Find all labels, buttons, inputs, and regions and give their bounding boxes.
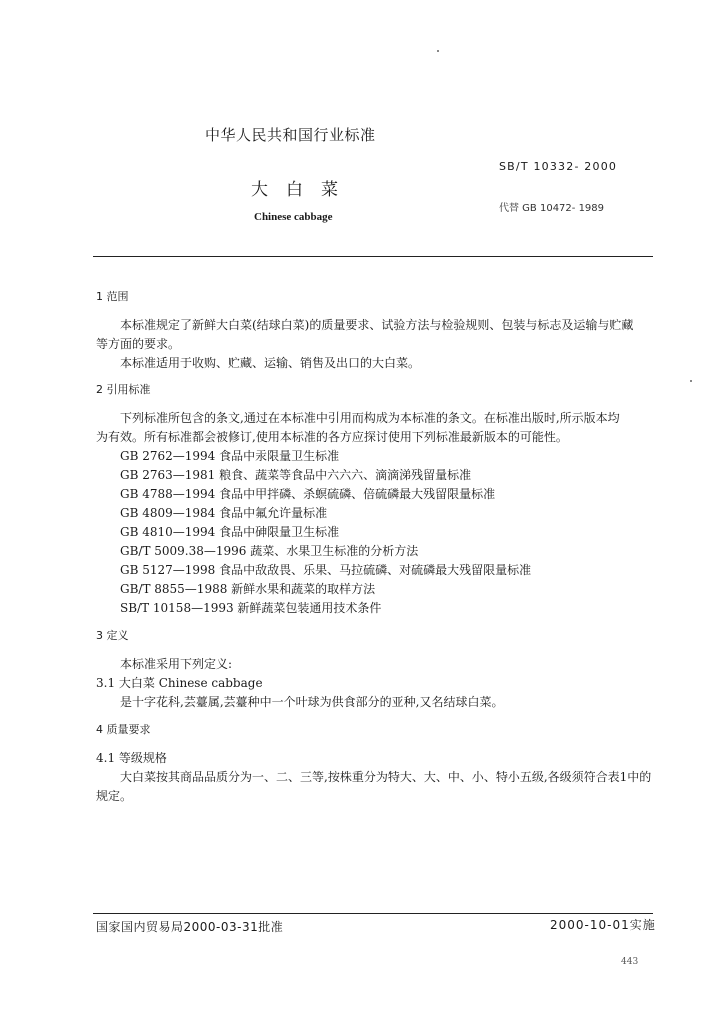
body-line: GB 2763—1981 粮食、蔬菜等食品中六六六、滴滴涕残留量标准 bbox=[120, 468, 472, 482]
body-line: 规定。 bbox=[96, 789, 133, 803]
body-line: GB/T 8855—1988 新鲜水果和蔬菜的取样方法 bbox=[120, 582, 376, 596]
effective-date: 2000-10-01实施 bbox=[550, 918, 656, 932]
body-line: GB 4810—1994 食品中砷限量卫生标准 bbox=[120, 525, 340, 539]
document-title: 大白菜 bbox=[251, 180, 356, 200]
body-line: 4.1 等级规格 bbox=[96, 751, 167, 765]
scan-speck bbox=[690, 380, 692, 382]
section-heading: 3 定义 bbox=[96, 629, 129, 642]
standard-code: SB/T 10332- 2000 bbox=[499, 160, 618, 173]
body-line: GB 2762—1994 食品中汞限量卫生标准 bbox=[120, 449, 340, 463]
scan-speck bbox=[437, 50, 439, 52]
section-heading: 4 质量要求 bbox=[96, 723, 151, 736]
body-line: GB/T 5009.38—1996 蔬菜、水果卫生标准的分析方法 bbox=[120, 544, 419, 558]
body-line: 为有效。所有标准都会被修订,使用本标准的各方应探讨使用下列标准最新版本的可能性。 bbox=[96, 430, 568, 444]
footer-divider bbox=[93, 913, 653, 914]
document-title-english: Chinese cabbage bbox=[254, 211, 333, 223]
body-line: 等方面的要求。 bbox=[96, 337, 181, 351]
replaces-standard: 代替 GB 10472- 1989 bbox=[499, 203, 605, 214]
national-standard-title: 中华人民共和国行业标准 bbox=[205, 126, 376, 144]
approval-date: 国家国内贸易局2000-03-31批准 bbox=[96, 920, 284, 934]
header-divider bbox=[93, 256, 653, 257]
body-line: 下列标准所包含的条文,通过在本标准中引用而构成为本标准的条文。在标准出版时,所示版本均 bbox=[120, 411, 620, 425]
body-line: GB 4809—1984 食品中氟允许量标准 bbox=[120, 506, 328, 520]
body-line: SB/T 10158—1993 新鲜蔬菜包装通用技术条件 bbox=[120, 601, 382, 615]
body-line: GB 4788—1994 食品中甲拌磷、杀螟硫磷、倍硫磷最大残留限量标准 bbox=[120, 487, 496, 501]
section-heading: 1 范围 bbox=[96, 290, 129, 303]
body-line: 3.1 大白菜 Chinese cabbage bbox=[96, 676, 263, 690]
body-line: 本标准适用于收购、贮藏、运输、销售及出口的大白菜。 bbox=[120, 356, 421, 370]
body-line: 是十字花科,芸薹属,芸薹种中一个叶球为供食部分的亚种,又名结球白菜。 bbox=[120, 695, 504, 709]
page-number: 443 bbox=[621, 957, 639, 967]
body-line: 本标准规定了新鲜大白菜(结球白菜)的质量要求、试验方法与检验规则、包装与标志及运输与贮藏 bbox=[120, 318, 634, 332]
body-line: 本标准采用下列定义: bbox=[120, 657, 233, 671]
body-line: GB 5127—1998 食品中敌敌畏、乐果、马拉硫磷、对硫磷最大残留限量标准 bbox=[120, 563, 532, 577]
section-heading: 2 引用标准 bbox=[96, 383, 151, 396]
body-line: 大白菜按其商品品质分为一、二、三等,按株重分为特大、大、中、小、特小五级,各级须符合表1中的 bbox=[120, 770, 652, 784]
